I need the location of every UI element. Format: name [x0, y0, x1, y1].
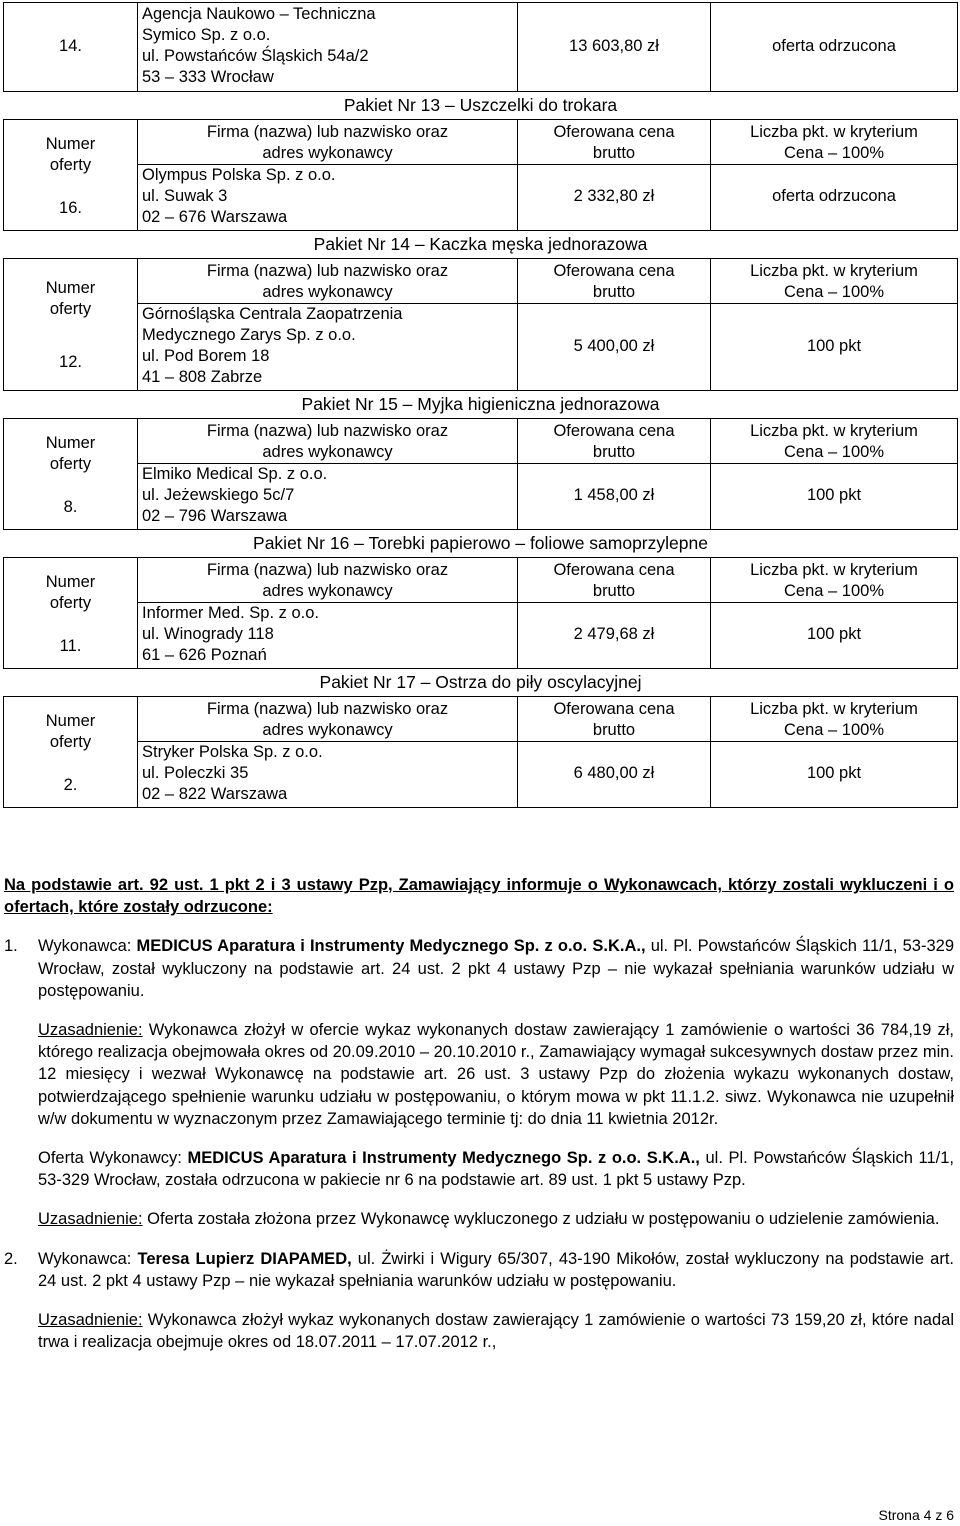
package-title-row	[4, 92, 958, 120]
package-title: Pakiet Nr 13 – Uszczelki do trokara	[4, 92, 958, 120]
package-title-row	[4, 391, 958, 419]
item-label: 1.	[4, 937, 18, 956]
header-firm	[138, 558, 518, 603]
header-price	[518, 419, 711, 464]
exclusion-paragraph	[4, 935, 955, 1002]
header-line: brutto	[592, 443, 636, 461]
header-line: Oferowana cena	[553, 700, 675, 718]
firm-line: Symico Sp. z o.o.	[142, 26, 271, 44]
offer-row	[4, 603, 958, 669]
page-footer: Strona 4 z 6	[878, 1507, 954, 1523]
firm-line: ul. Poleczki 35	[142, 764, 249, 782]
firm-line: Informer Med. Sp. z o.o.	[142, 604, 319, 622]
header-line: Liczba pkt. w kryterium	[750, 123, 918, 141]
header-line: Firma (nazwa) lub nazwisko oraz	[206, 422, 449, 440]
header-firm	[138, 697, 518, 742]
offer-firm	[138, 304, 518, 391]
header-line: adres wykonawcy	[262, 283, 393, 301]
header-line: adres wykonawcy	[262, 582, 393, 600]
offer-firm	[138, 603, 518, 669]
package-header-row	[4, 120, 958, 165]
justification-paragraph	[38, 1208, 954, 1230]
offer-price: 5 400,00 zł	[518, 304, 711, 391]
header-line: Cena – 100%	[784, 443, 884, 461]
offer-firm	[138, 3, 518, 92]
exclusion-paragraph	[4, 1248, 955, 1292]
offer-score: 100 pkt	[711, 464, 958, 530]
header-score	[711, 419, 958, 464]
header-price	[518, 120, 711, 165]
header-number-line: Numer	[45, 134, 96, 153]
offer-price: 13 603,80 zł	[518, 3, 711, 92]
text-span: Wykonawca:	[38, 1249, 138, 1268]
header-number-line: oferty	[49, 593, 92, 612]
header-firm	[138, 259, 518, 304]
package-title: Pakiet Nr 15 – Myjka higieniczna jednorazowa	[4, 391, 958, 419]
intro-paragraph: Na podstawie art. 92 ust. 1 pkt 2 i 3 ustawy Pzp, Zamawiający informuje o Wykonawcach, którzy zostali wykluczeni i o ofertach, które zostały odrzucone:	[4, 876, 954, 917]
header-line: Oferowana cena	[553, 422, 675, 440]
package-title-row	[4, 669, 958, 697]
header-score	[711, 558, 958, 603]
firm-line: 53 – 333 Wrocław	[142, 68, 274, 86]
justification-label: Uzasadnienie:	[38, 1021, 143, 1040]
package-title: Pakiet Nr 14 – Kaczka męska jednorazowa	[4, 231, 958, 259]
offer-row	[4, 165, 958, 231]
header-price	[518, 697, 711, 742]
firm-line: Górnośląska Centrala Zaopatrzenia	[142, 305, 403, 323]
offer-price: 2 332,80 zł	[518, 165, 711, 231]
offer-score: 100 pkt	[711, 304, 958, 391]
justification-paragraph	[38, 1309, 954, 1353]
contractor-name: MEDICUS Aparatura i Instrumenty Medycznego Sp. z o.o. S.K.A.,	[187, 1149, 700, 1168]
header-number-line: oferty	[49, 732, 92, 751]
offer-score: oferta odrzucona	[711, 3, 958, 92]
offer-score: 100 pkt	[711, 742, 958, 808]
package-title-row	[4, 530, 958, 558]
header-score	[711, 697, 958, 742]
header-number-line: oferty	[49, 300, 92, 318]
header-number-line: oferty	[49, 454, 92, 473]
firm-line: Stryker Polska Sp. z o.o.	[142, 743, 323, 761]
package-title: Pakiet Nr 16 – Torebki papierowo – foliowe samoprzylepne	[4, 530, 958, 558]
text-span: Oferta została złożona przez Wykonawcę wykluczonego z udziału w postępowaniu o udzielenie zamówienia.	[142, 1210, 940, 1229]
text-span: ul. Pl. Powstańców Śląskich 11/1, 53-329 Wrocław, został wykluczony na podstawie art. 24 ust. 2 pkt 4 ustawy Pzp – nie wykazał spełniania warunków udziału w postępowaniu.	[38, 937, 955, 1000]
header-line: Liczba pkt. w kryterium	[750, 262, 918, 280]
header-line: Cena – 100%	[784, 582, 884, 600]
justification-label: Uzasadnienie:	[38, 1311, 143, 1330]
offer-firm	[138, 464, 518, 530]
header-line: Oferowana cena	[553, 561, 675, 579]
header-number-line: Numer	[45, 572, 96, 591]
header-line: Firma (nazwa) lub nazwisko oraz	[206, 123, 449, 141]
firm-line: ul. Powstańców Śląskich 54a/2	[142, 47, 369, 65]
header-score	[711, 259, 958, 304]
offers-table	[3, 2, 958, 808]
header-line: brutto	[592, 144, 636, 162]
text-span: Wykonawca złożył w ofercie wykaz wykonanych dostaw zawierający 1 zamówienie o wartości 36 784,19 zł, którego realizacja obejmowała okres od 20.09.2010 – 20.10.2010 r., Zamawiający wymagał sukcesywnych dostaw przez min. 12 miesięcy i wezwał Wykonawcę na podstawie art. 26 ust. 3 ustawy Pzp do złożenia wykazu wykonanych dostaw, potwierdzającego spełnienie warunku udziału w postępowaniu, o którym mowa w pkt 11.1.2. siwz. Wykonawca nie uzupełnił w/w dokumentu w wyznaczonym przez Zamawiającego terminie tj: do dnia 11 kwietnia 2012r.	[38, 1021, 954, 1128]
header-line: adres wykonawcy	[262, 721, 393, 739]
package-header-row	[4, 697, 958, 742]
exclusion-item-2	[4, 1248, 954, 1354]
header-line: brutto	[592, 721, 636, 739]
header-line: adres wykonawcy	[262, 443, 393, 461]
header-price	[518, 558, 711, 603]
offer-number: 16.	[59, 198, 82, 217]
header-firm	[138, 120, 518, 165]
firm-line: Olympus Polska Sp. z o.o.	[142, 166, 336, 184]
firm-line: 02 – 822 Warszawa	[142, 785, 288, 803]
offer-number-cell	[4, 697, 138, 808]
offer-price: 6 480,00 zł	[518, 742, 711, 808]
header-line: brutto	[592, 582, 636, 600]
firm-line: Medycznego Zarys Sp. z o.o.	[142, 326, 356, 344]
package-header-row	[4, 558, 958, 603]
offer-number: 12.	[59, 353, 82, 371]
offer-number-cell	[4, 120, 138, 231]
text-span: ul. Żwirki i Wigury 65/307, 43-190 Mikołów, został wykluczony na podstawie art. 24 ust. 2 pkt 4 ustawy Pzp – nie wykazał spełniania warunków udziału w postępowaniu.	[38, 1249, 955, 1290]
offer-number: 14.	[4, 3, 138, 92]
header-line: Liczba pkt. w kryterium	[750, 561, 918, 579]
package-header-row	[4, 419, 958, 464]
offer-row	[4, 742, 958, 808]
package-title: Pakiet Nr 17 – Ostrza do piły oscylacyjnej	[4, 669, 958, 697]
contractor-name: Teresa Lupierz DIAPAMED,	[137, 1249, 352, 1268]
justification-label: Uzasadnienie:	[38, 1210, 143, 1229]
firm-line: Elmiko Medical Sp. z o.o.	[142, 465, 328, 483]
package-title-row	[4, 231, 958, 259]
header-line: Oferowana cena	[553, 262, 675, 280]
offer-firm	[138, 165, 518, 231]
header-line: Cena – 100%	[784, 721, 884, 739]
header-line: Cena – 100%	[784, 283, 884, 301]
firm-line: ul. Jeżewskiego 5c/7	[142, 486, 295, 504]
offer-price: 2 479,68 zł	[518, 603, 711, 669]
offer-row	[4, 304, 958, 391]
firm-line: ul. Winogrady 118	[142, 625, 274, 643]
offer-score: 100 pkt	[711, 603, 958, 669]
item-label: 2.	[4, 1249, 18, 1268]
offer-number-cell	[4, 558, 138, 669]
justification-paragraph	[38, 1019, 954, 1130]
firm-line: ul. Pod Borem 18	[142, 347, 270, 365]
firm-line: ul. Suwak 3	[142, 187, 228, 205]
header-line: brutto	[592, 283, 636, 301]
offers-table-container	[3, 2, 958, 808]
firm-line: 02 – 676 Warszawa	[142, 208, 288, 226]
offer-row	[4, 464, 958, 530]
text-span: ul. Pl. Powstańców Śląskich 11/1, 53-329 Wrocław, została odrzucona w pakiecie nr 6 na podstawie art. 89 ust. 1 pkt 5 ustawy Pzp.	[38, 1149, 954, 1190]
header-line: Liczba pkt. w kryterium	[750, 700, 918, 718]
offer-score: oferta odrzucona	[711, 165, 958, 231]
header-line: Firma (nazwa) lub nazwisko oraz	[206, 700, 449, 718]
text-span: Wykonawca:	[38, 937, 137, 956]
firm-line: 61 – 626 Poznań	[142, 646, 267, 664]
offer-price: 1 458,00 zł	[518, 464, 711, 530]
firm-line: Agencja Naukowo – Techniczna	[142, 5, 376, 23]
header-number-line: oferty	[49, 155, 92, 174]
exclusion-item-1	[4, 935, 954, 1230]
header-number-line: Numer	[45, 279, 96, 297]
header-line: Cena – 100%	[784, 144, 884, 162]
offer-number: 2.	[63, 775, 78, 794]
text-span: Wykonawca złożył wykaz wykonanych dostaw zawierający 1 zamówienie o wartości 73 159,20 zł, które nadal trwa i realizacja obejmuje okres od 18.07.2011 – 17.07.2012 r.,	[38, 1311, 954, 1352]
firm-line: 02 – 796 Warszawa	[142, 507, 288, 525]
text-span: Oferta Wykonawcy:	[38, 1149, 188, 1168]
package-header-row	[4, 259, 958, 304]
contractor-name: MEDICUS Aparatura i Instrumenty Medycznego Sp. z o.o. S.K.A.,	[136, 937, 646, 956]
offer-number-cell	[4, 419, 138, 530]
offer-row-14	[4, 3, 958, 92]
header-firm	[138, 419, 518, 464]
header-number-line: Numer	[45, 711, 96, 730]
exclusions-section	[4, 874, 954, 1353]
header-number-line: Numer	[45, 433, 96, 452]
header-price	[518, 259, 711, 304]
header-line: Liczba pkt. w kryterium	[750, 422, 918, 440]
header-line: Firma (nazwa) lub nazwisko oraz	[206, 561, 449, 579]
header-line: Oferowana cena	[553, 123, 675, 141]
offer-number-cell	[4, 259, 138, 391]
offer-number: 11.	[59, 636, 82, 655]
header-line: adres wykonawcy	[262, 144, 393, 162]
header-score	[711, 120, 958, 165]
offer-firm	[138, 742, 518, 808]
firm-line: 41 – 808 Zabrze	[142, 368, 263, 386]
offer-paragraph	[38, 1147, 954, 1191]
offer-number: 8.	[63, 497, 78, 516]
header-line: Firma (nazwa) lub nazwisko oraz	[206, 262, 449, 280]
